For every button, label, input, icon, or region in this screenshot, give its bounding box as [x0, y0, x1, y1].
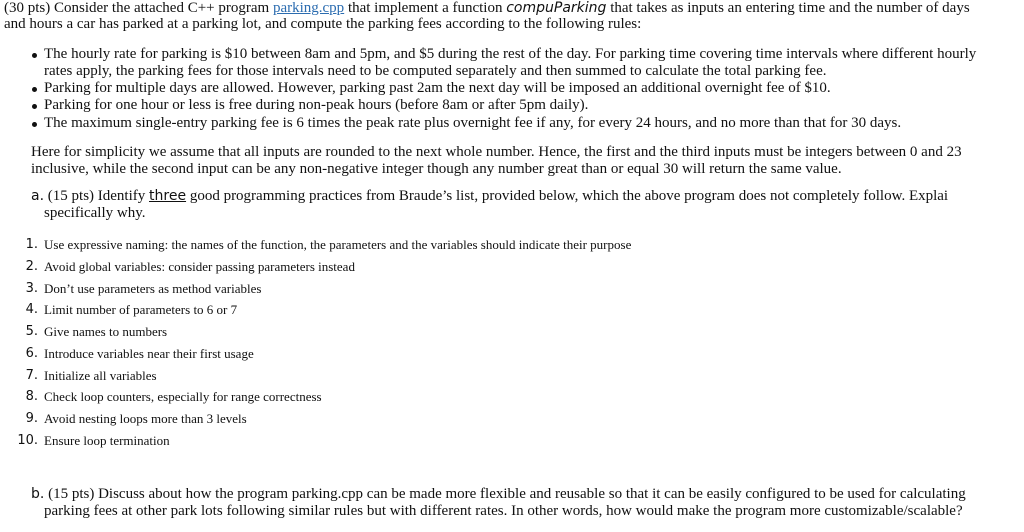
rule-1-line-2: rates apply, the parking fees for those intervals need to be computed separately and then summed to calculate the total parking fee.	[44, 63, 827, 79]
bullet-icon	[32, 122, 37, 127]
part-a-emphasis: three	[149, 188, 187, 204]
list-item-number: 3.	[25, 281, 38, 296]
part-a-line-2: specifically why.	[44, 205, 146, 221]
list-item-number: 2.	[25, 259, 38, 274]
function-name: compuParking	[506, 0, 607, 16]
part-a-post: good programming practices from Braude’s list, provided below, which the above program does not completely follow. Explai	[186, 188, 949, 204]
intro-text-post: that takes as inputs an entering time and the number of days	[606, 0, 970, 16]
part-b-line-2: parking fees at other park lots following similar rules but with different rates. In other words, how would make the program more customizable/scalable?	[44, 503, 963, 519]
rule-1-line-1: The hourly rate for parking is $10 between 8am and 5pm, and $5 during the rest of the day. For parking time covering time intervals where different hourly	[44, 46, 977, 62]
intro-text-mid: that implement a function	[344, 0, 507, 16]
intro-text-pre: (30 pts) Consider the attached C++ program	[4, 0, 273, 16]
list-item-number: 5.	[25, 324, 38, 339]
list-item-text: Give names to numbers	[44, 324, 168, 339]
part-b-prefix: b.	[31, 486, 45, 502]
list-item-number: 4.	[25, 302, 38, 317]
part-a-line-1	[31, 188, 948, 205]
rule-4: The maximum single-entry parking fee is 6 times the peak rate plus overnight fee if any, for every 24 hours, and no more than that for 30 days.	[44, 115, 902, 131]
assumption-line-2: inclusive, while the second input can be any non-negative integer though any number great than or equal 30 will return the same value.	[31, 161, 842, 177]
assumption-line-1: Here for simplicity we assume that all inputs are rounded to the next whole number. Hence, the first and the third inputs must be integers between 0 and 23	[31, 144, 962, 160]
list-item-text: Initialize all variables	[44, 368, 157, 383]
bullet-icon	[32, 104, 37, 109]
list-item-number: 7.	[25, 368, 38, 383]
bullet-icon	[32, 53, 37, 58]
intro-line-1	[4, 0, 970, 17]
list-item-text: Introduce variables near their first usage	[44, 346, 254, 361]
parking-cpp-link[interactable]: parking.cpp	[272, 0, 345, 16]
list-item-number: 6.	[25, 346, 38, 361]
bullet-icon	[32, 87, 37, 92]
list-item-text: Avoid global variables: consider passing parameters instead	[44, 259, 355, 274]
intro-line-2: and hours a car has parked at a parking lot, and compute the parking fees according to the following rules:	[4, 16, 642, 32]
part-a-prefix: a.	[31, 188, 45, 204]
part-a-pre: (15 pts) Identify	[44, 188, 150, 204]
list-item-text: Use expressive naming: the names of the function, the parameters and the variables should indicate their purpose	[44, 237, 632, 252]
list-item-text: Avoid nesting loops more than 3 levels	[44, 411, 247, 426]
list-item-text: Check loop counters, especially for range correctness	[44, 389, 322, 404]
part-b-line-1	[31, 486, 966, 503]
list-item-number: 8.	[25, 389, 38, 404]
list-item-text: Don’t use parameters as method variables	[44, 281, 262, 296]
rule-2: Parking for multiple days are allowed. However, parking past 2am the next day will be imposed an additional overnight fee of $10.	[44, 80, 831, 96]
list-item-number: 9.	[25, 411, 38, 426]
rule-3: Parking for one hour or less is free during non-peak hours (before 8am or after 5pm daily).	[44, 97, 589, 113]
list-item-number: 1.	[25, 237, 38, 252]
list-item-text: Limit number of parameters to 6 or 7	[44, 302, 238, 317]
list-item-text: Ensure loop termination	[44, 433, 170, 448]
list-item-number: 10.	[17, 433, 38, 448]
part-b-text: (15 pts) Discuss about how the program parking.cpp can be made more flexible and reusable so that it can be easily configured to be used for calculating	[44, 486, 966, 502]
